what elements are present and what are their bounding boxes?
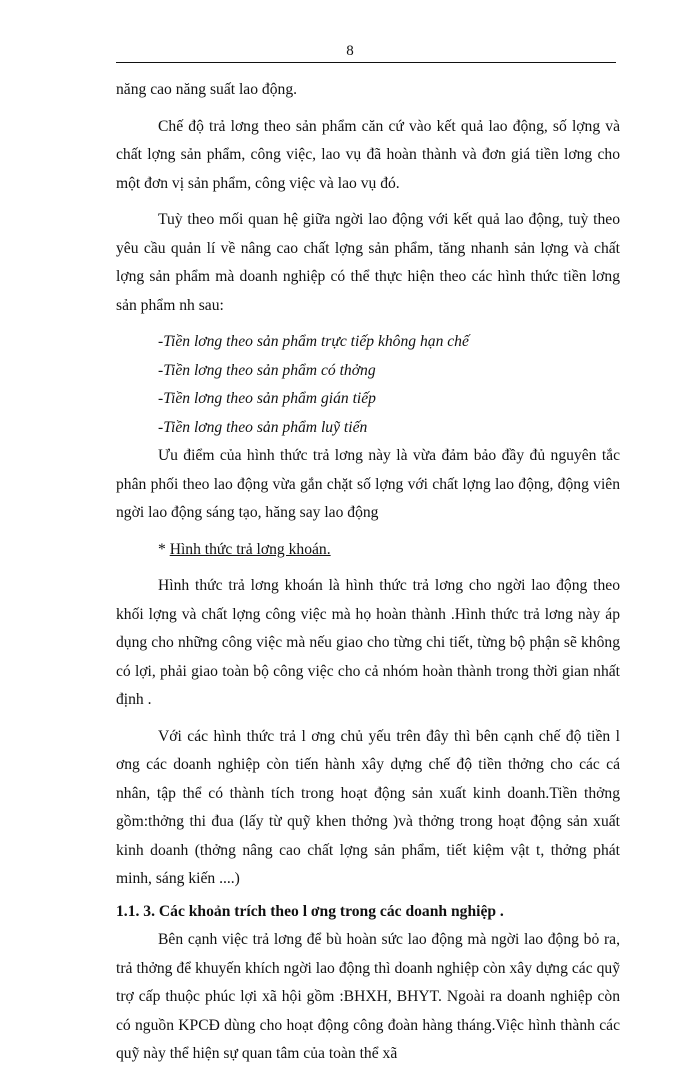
paragraph-bonus: Với các hình thức trả l ơng chủ yếu trên đây thì bên cạnh chế độ tiền l ơng các doanh nghiệp còn tiến hành xây dựng chế độ tiền thởng cho các cá nhân, tập thể có thành tích trong hoạt động sản xuất kinh doanh.Tiền thởng gồm:thởng thi đua (lấy từ quỹ khen thởng )và thởng trong hoạt động sản xuất kinh doanh (thởng nâng cao chất lợng sản phẩm, tiết kiệm vật t, thởng phát minh, sáng kiến ....): [116, 727, 620, 887]
document-body: [116, 76, 620, 1069]
subheading-prefix: *: [158, 540, 170, 558]
list-item: -Tiền lơng theo sản phẩm gián tiếp: [158, 390, 376, 407]
subheading: [116, 536, 620, 565]
paragraph-piece-rate: Chế độ trả lơng theo sản phẩm căn cứ vào kết quả lao động, số lợng và chất lợng sản phẩm, công việc, lao vụ đã hoàn thành và đơn giá tiền lơng cho một đơn vị sản phẩm, công việc và lao vụ đó.: [116, 117, 620, 192]
subheading-text: Hình thức trả lơng khoán.: [169, 540, 331, 558]
paragraph-continuation: năng cao năng suất lao động.: [116, 81, 298, 98]
list-item: -Tiền lơng theo sản phẩm luỹ tiến: [158, 418, 368, 436]
header-rule: [116, 62, 616, 63]
paragraph-lump-sum: Hình thức trả lơng khoán là hình thức trả lơng cho ngời lao động theo khối lợng và chất lợng công việc mà họ hoàn thành .Hình thức trả lơng này áp dụng cho những công việc mà nếu giao cho từng chi tiết, từng bộ phận sẽ không có lợi, phải giao toàn bộ công việc cho cả nhóm hoàn thành trong thời gian nhất định .: [116, 577, 620, 708]
paragraph-advantages: Ưu điểm của hình thức trả lơng này là vừa đảm bảo đầy đủ nguyên tắc phân phối theo lao động vừa gắn chặt số lợng với chất lợng lao động, động viên ngời lao động sáng tạo, hăng say lao động: [116, 447, 620, 521]
section-title: 1.1. 3. Các khoản trích theo l ơng trong các doanh nghiệp .: [116, 902, 504, 920]
page-number: 8: [346, 43, 354, 59]
list-item: -Tiền lơng theo sản phẩm có thởng: [158, 361, 376, 379]
paragraph-deductions: Bên cạnh việc trả lơng để bù hoàn sức lao động mà ngời lao động bỏ ra, trả thởng để khuyến khích ngời lao động thì doanh nghiệp còn xây dựng các quỹ trợ cấp thuộc phúc lợi xã hội gồm :BHXH, BHYT. Ngoài ra doanh nghiệp còn có nguồn KPCĐ dùng cho hoạt động công đoàn hàng tháng.Việc hình thành các quỹ này thể hiện sự quan tâm của toàn thể xã: [116, 931, 620, 1062]
paragraph-forms-intro: Tuỳ theo mối quan hệ giữa ngời lao động với kết quả lao động, tuỳ theo yêu cầu quản lí về nâng cao chất lợng sản phẩm, tăng nhanh sản lợng và chất lợng sản phẩm mà doanh nghiệp có thể thực hiện theo các hình thức tiền lơng sản phẩm nh sau:: [116, 211, 620, 314]
list-item: -Tiền lơng theo sản phẩm trực tiếp không hạn chế: [158, 333, 469, 350]
